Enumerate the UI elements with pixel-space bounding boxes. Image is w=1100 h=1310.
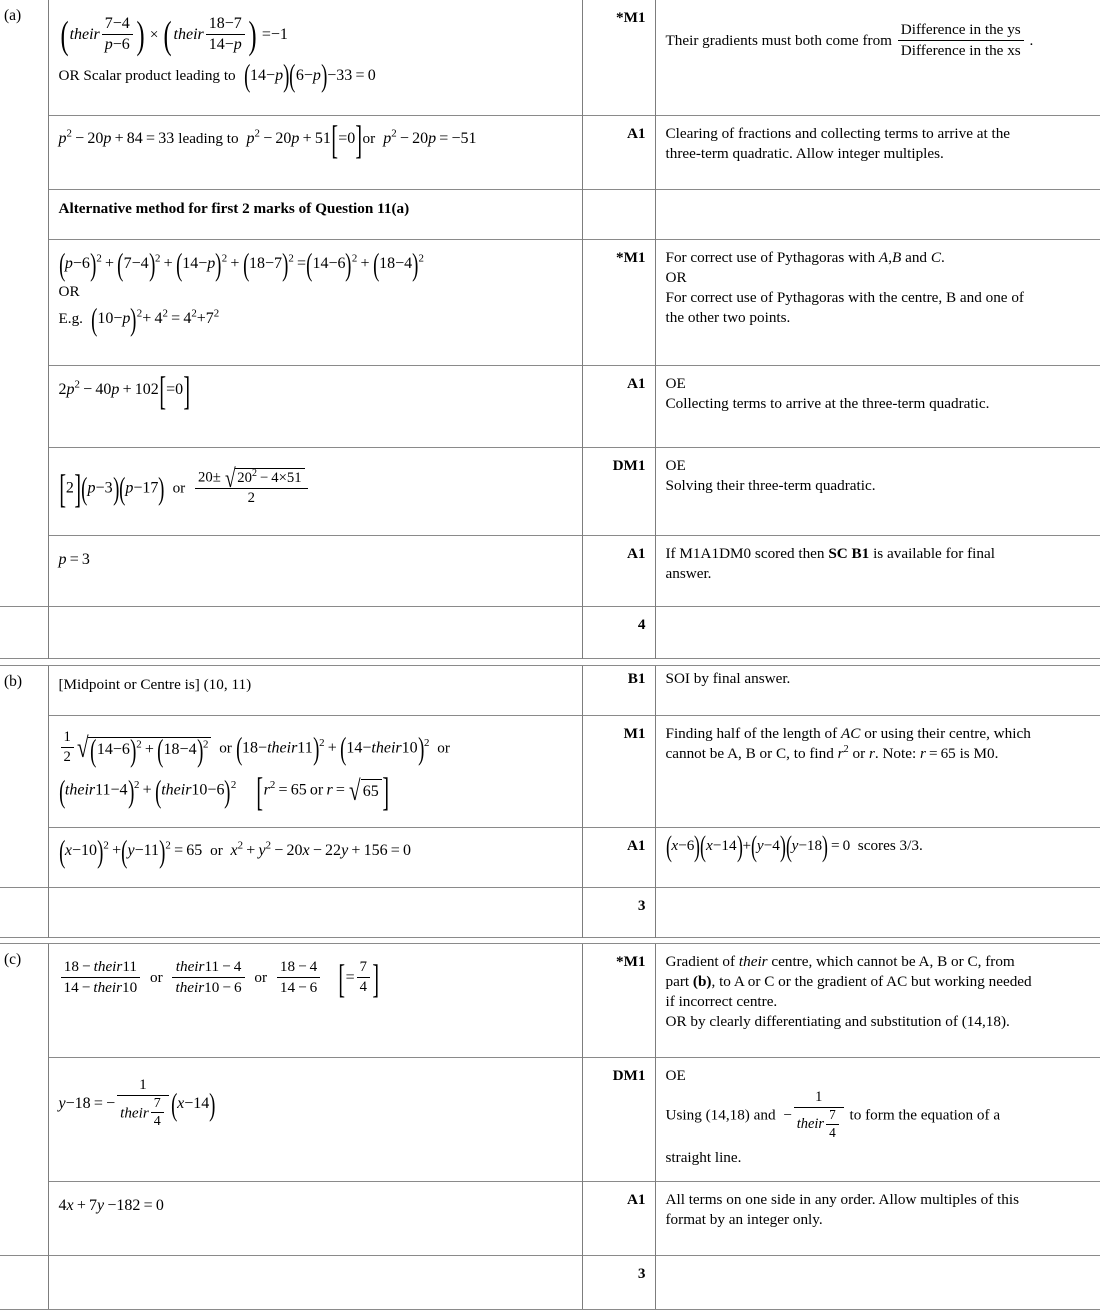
work-c-total (48, 1256, 582, 1310)
mark-b-3: A1 (582, 828, 655, 888)
comment-a-3-line4: the other two points. (665, 309, 791, 327)
comment-c-2-l2b: to form the equation of a (849, 1106, 1001, 1124)
work-a-1 (48, 0, 582, 116)
a-r3-eg-label: E.g. (58, 309, 83, 327)
comment-a-3 (655, 240, 1100, 366)
mark-c-1: *M1 (582, 944, 655, 1058)
work-b-total (48, 888, 582, 938)
comment-b-2-line2: cannot be A, B or C, to find $r^2$ or r. Note: r = 65 is M0. (665, 744, 999, 763)
mark-b-total: 3 (582, 888, 655, 938)
work-c-3 (48, 1182, 582, 1256)
comment-b-2 (655, 716, 1100, 828)
comment-a-1-period: . (1029, 31, 1034, 49)
comment-c-1-line1 (666, 952, 1091, 972)
b-r2-or2: or (437, 739, 450, 757)
math-scalar-product-line: OR Scalar product leading to (14−p)(6−p)−33 = 0 (58, 58, 376, 94)
part-label-a-total (0, 607, 48, 659)
work-b-2 (48, 716, 582, 828)
b-r3-or: or (210, 842, 223, 859)
row-a-alt-heading (0, 190, 1100, 240)
mark-a-alt-heading (582, 190, 655, 240)
math-pythagoras-eg: E.g. $(10-p)^2+ 4^2 = 4^2+7^2$ (58, 301, 220, 337)
work-b-1 (48, 666, 582, 716)
comment-c-3-line2: format by an integer only. (665, 1211, 823, 1229)
math-p-equals-3: p = 3 (58, 551, 90, 568)
row-a-2 (0, 116, 1100, 190)
comment-c-2-line3: straight line. (665, 1149, 742, 1167)
comment-a-total (655, 607, 1100, 659)
row-a-5 (0, 448, 1100, 536)
comment-b-total (655, 888, 1100, 938)
math-radius-alt: (their11−4)$^2$ + (their10−6)$^2$ [$r^2 = 65$ or r = √ 65] (58, 768, 389, 814)
comment-b-2-post: or using their centre, which (864, 725, 1031, 742)
comment-b-2-l2c: . Note: (874, 745, 917, 763)
comment-a-2-line1: Clearing of fractions and collecting terms to arrive at the (665, 125, 1011, 142)
row-c-3 (0, 1182, 1100, 1256)
comment-a-3-line1-and: and (905, 249, 928, 266)
work-a-3 (48, 240, 582, 366)
comment-b-2-line1 (666, 724, 1091, 744)
mark-a-6: A1 (582, 536, 655, 607)
mark-a-4: A1 (582, 366, 655, 448)
comment-a-5 (655, 448, 1100, 536)
math-radius-expression: $\frac{1}{2}$ $√(14-6)^2 + (18-4)^2$ or (18−their11)$^2$ + (14−their10)$^2$ or (59, 730, 450, 767)
comment-a-2 (655, 116, 1100, 190)
row-a-1 (0, 0, 1100, 116)
part-label-c-text: (c) (4, 951, 22, 968)
comment-c-2-line1: OE (665, 1067, 686, 1084)
part-label-c (0, 944, 48, 1256)
row-c-total (0, 1256, 1100, 1310)
c-r1-or1: or (150, 968, 163, 986)
mark-a-total: 4 (582, 607, 655, 659)
comment-a-alt-heading (655, 190, 1100, 240)
comment-c-2 (655, 1058, 1100, 1182)
part-label-a (0, 0, 48, 607)
comment-a-6-sc: SC B1 (828, 545, 870, 562)
part-label-b (0, 666, 48, 888)
comment-b-2-ac: AC (840, 725, 861, 742)
alternative-method-heading: Alternative method for first 2 marks of Question 11(a) (58, 200, 410, 217)
row-b-3 (0, 828, 1100, 888)
comment-c-1-l2c: , to A or C or the gradient of AC but working needed (711, 973, 1032, 991)
comment-b-2-l2b: or (852, 745, 866, 763)
work-a-6 (48, 536, 582, 607)
row-b-1 (0, 666, 1100, 716)
comment-c-3 (655, 1182, 1100, 1256)
fraction-numerator: Difference in the ys (898, 21, 1024, 41)
comment-b-3 (655, 828, 1100, 888)
math-b-3-comment: (x−6)(x−14)+(y−4)(y−18) = 0 scores 3/3. (665, 830, 923, 863)
comment-c-1-line2 (666, 972, 1091, 992)
comment-a-4-line2: Collecting terms to arrive at the three-term quadratic. (665, 395, 990, 413)
comment-a-6-line2: answer. (665, 565, 712, 583)
comment-c-1-l1c: centre, which cannot be A, B or C, from (771, 953, 1015, 970)
work-c-2 (48, 1058, 582, 1182)
part-label-b-total (0, 888, 48, 938)
alternative-method-heading-cell (48, 190, 582, 240)
comment-c-1-l1a: Gradient of (665, 953, 736, 970)
math-factorise-or-formula: [2](p−3)(p−17) or $\frac{20\pm √ 20^2 - 4\times 51}{2}$ (59, 469, 310, 508)
divider-bar-ab (0, 659, 1100, 666)
mark-c-3: A1 (582, 1182, 655, 1256)
comment-a-5-line1: OE (665, 457, 686, 474)
comment-c-1-their: their (738, 953, 768, 970)
comment-b-1: SOI by final answer. (665, 670, 791, 687)
a-r5-or: or (172, 479, 186, 497)
mark-a-5: DM1 (582, 448, 655, 536)
fraction-difference (898, 21, 1024, 60)
comment-a-6-pre: If M1A1DM0 scored then (665, 545, 825, 562)
comment-c-1-partb: (b) (692, 973, 712, 991)
math-2p2-40p-102: $2p^2 - 40p + 102[=0]$ (58, 367, 191, 413)
mark-a-2: A1 (582, 116, 655, 190)
comment-a-4 (655, 366, 1100, 448)
comment-a-3-line1-text: For correct use of Pythagoras with (665, 249, 876, 266)
comment-a-1-text: Their gradients must both come from (665, 31, 892, 49)
row-c-1 (0, 944, 1100, 1058)
comment-a-6 (655, 536, 1100, 607)
math-pythagoras-expansion: $(p-6)^2 + (7-4)^2 + (14-p)^2 + (18-7)^2 =(14-6)^2 + (18-4)^2$ (58, 246, 424, 282)
mark-c-2: DM1 (582, 1058, 655, 1182)
mark-a-1: *M1 (582, 0, 655, 116)
comment-a-5-line2: Solving their three-term quadratic. (665, 477, 876, 495)
comment-c-2-line2: Using (14,18) and − 1 their $\frac{7}{4}$ to form the equation of a (665, 1089, 1001, 1140)
work-a-4 (48, 366, 582, 448)
row-a-total (0, 607, 1100, 659)
comment-b-2-l2a: cannot be A, B or C, to find (665, 745, 834, 763)
row-a-3 (0, 240, 1100, 366)
comment-c-total (655, 1256, 1100, 1310)
mark-b-2: M1 (582, 716, 655, 828)
work-a-total (48, 607, 582, 659)
comment-a-3-line1: For correct use of Pythagoras with A,B and C. (665, 249, 945, 266)
section-divider-a-b (0, 659, 1100, 666)
math-line-equation-derivation: y−18 = − 1 their $\frac{7}{4}$ (x−14) (58, 1076, 216, 1130)
work-a-2 (48, 116, 582, 190)
comment-b-3-tail: scores 3/3. (857, 837, 923, 855)
comment-c-1-l2a: part (665, 973, 690, 991)
row-a-4 (0, 366, 1100, 448)
comment-a-4-line1: OE (665, 375, 686, 392)
work-c-1 (48, 944, 582, 1058)
a-r1-or-text: OR Scalar product leading to (58, 66, 236, 84)
c-r1-or2: or (254, 968, 268, 986)
part-label-a-text: (a) (4, 7, 22, 24)
comment-c-3-line1: All terms on one side in any order. Allow multiples of this (665, 1191, 1019, 1208)
a-r3-or: OR (58, 282, 80, 300)
mark-c-total: 3 (582, 1256, 655, 1310)
work-b-3 (48, 828, 582, 888)
comment-a-6-line1 (666, 544, 1091, 564)
mark-b-1: B1 (582, 666, 655, 716)
comment-c-1-line4: OR by clearly differentiating and substitution of (14,18). (665, 1013, 1010, 1031)
math-final-line-equation: 4x + 7y −182 = 0 (58, 1197, 164, 1214)
comment-b-2-l2d: is M0. (959, 745, 999, 763)
comment-c-1-line3: if incorrect centre. (665, 993, 778, 1011)
comment-a-3-line2: OR (665, 269, 687, 287)
comment-b-2-pre: Finding half of the length of (665, 725, 838, 742)
b-r2-or1: or (219, 739, 232, 757)
row-c-2 (0, 1058, 1100, 1182)
fraction-denominator: Difference in the xs (900, 41, 1021, 59)
work-a-5 (48, 448, 582, 536)
mark-a-3: *M1 (582, 240, 655, 366)
comment-a-6-post: is available for final (873, 545, 995, 562)
math-gradient-options: $\frac{\text{18 − their11}}{\text{14 − their10}}$ or $\frac{\text{their11 − 4}}{\text{their10 − 6}}$ or $\frac{18 - 4}{14 - 6}$ [= $\frac{7}{4}$ ] (59, 959, 380, 998)
math-circle-equation: $(x-10)^2 +(y-11)^2 = 65$ or $x^2 + y^2 - 20x - 22y + 156 = 0$ (58, 833, 412, 869)
math-perpendicular-gradients: (their $\frac{7-4}{p-6}$ ) × (their $\frac{18-7}{14-p}$ ) =−1 (59, 14, 288, 58)
comment-a-1 (655, 0, 1100, 116)
row-b-total (0, 888, 1100, 938)
comment-c-1 (655, 944, 1100, 1058)
math-quadratic-derivation: $p^2 - 20p + 84 = 33$ leading to $p^2 - 20p + 51[=0]or$ $p^2 - 20p = -51$ (58, 116, 477, 162)
row-a-6 (0, 536, 1100, 607)
part-label-c-total (0, 1256, 48, 1310)
comment-a-2-line2: three-term quadratic. Allow integer multiples. (665, 145, 944, 163)
part-label-b-text: (b) (4, 673, 23, 690)
row-b-2 (0, 716, 1100, 828)
comment-c-2-l2a: Using (14,18) and (665, 1106, 776, 1124)
b-r1-work-text: [Midpoint or Centre is] (10, 11) (58, 676, 252, 693)
comment-a-3-line3: For correct use of Pythagoras with the centre, B and one of (665, 289, 1024, 307)
